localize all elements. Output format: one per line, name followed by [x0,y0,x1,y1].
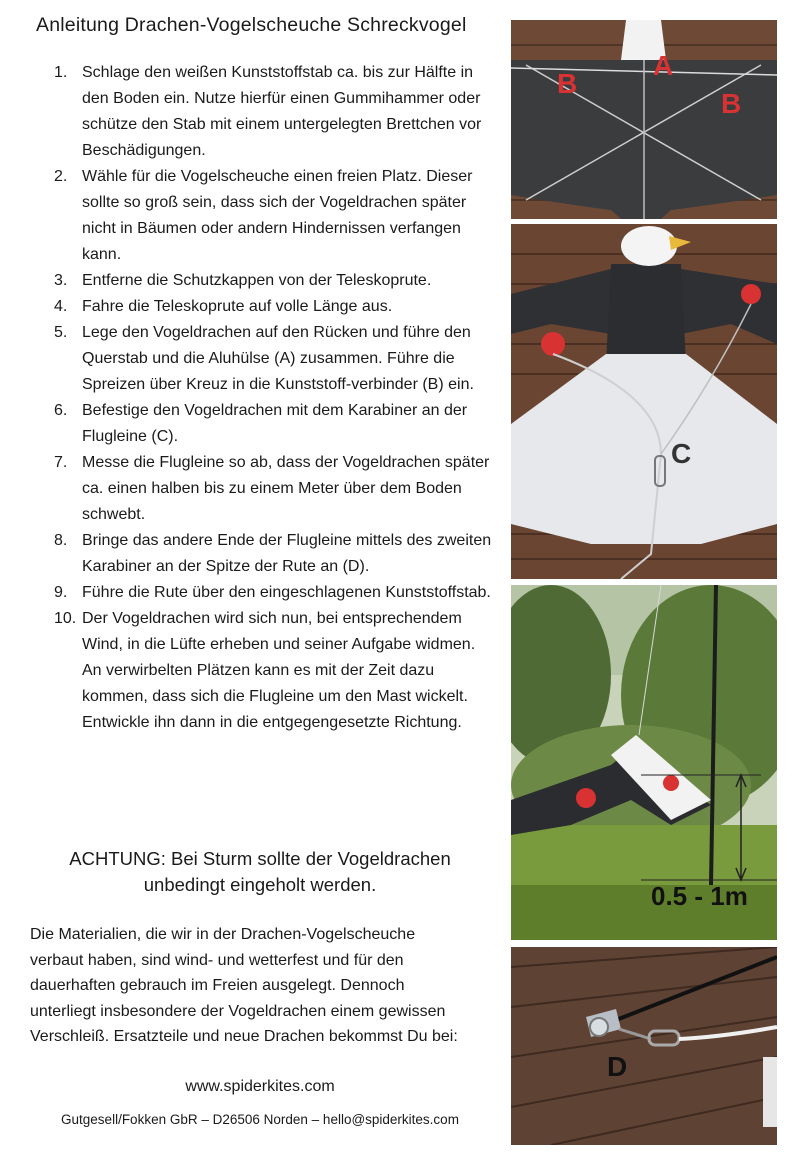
company-footer: Gutgesell/Fokken GbR – D26506 Norden – hello@spiderkites.com [61,1112,459,1127]
photo-rod-tip [511,947,777,1145]
step-text: Lege den Vogeldrachen auf den Rücken und führe den Querstab und die Aluhülse (A) zusammen. Führe die Spreizen über Kreuz in die Kunststoff-verbinder (B) ein. [82,324,474,393]
list-item [54,528,494,580]
photo-kite-frame [511,20,777,219]
step-number: 5. [54,324,68,341]
photo-kite-carabiner [511,224,777,579]
step-number: 9. [54,584,68,601]
height-measure-label: 0.5 - 1m [651,881,748,911]
step-number: 7. [54,454,68,471]
label-b-left: B [557,68,578,99]
step-text: Schlage den weißen Kunststoffstab ca. bis zur Hälfte in den Boden ein. Nutze hierfür einen Gummihammer oder schütze den Stab mit einem untergelegten Brettchen vor Beschädigungen. [82,64,482,159]
label-a: A [653,50,674,81]
step-text: Führe die Rute über den eingeschlagenen Kunststoffstab. [82,584,491,601]
list-item [54,268,494,294]
storm-warning: ACHTUNG: Bei Sturm sollte der Vogeldrachen unbedingt eingeholt werden. [69,848,451,895]
step-number: 1. [54,64,68,81]
list-item [54,450,494,528]
list-item [54,60,494,164]
step-number: 8. [54,532,68,549]
step-text: Entferne die Schutzkappen von der Teleskoprute. [82,272,432,289]
step-number: 4. [54,298,68,315]
step-text: Fahre die Teleskoprute auf volle Länge aus. [82,298,393,315]
list-item [54,580,494,606]
list-item [54,294,494,320]
label-c: C [671,438,692,469]
step-text: Wähle für die Vogelscheuche einen freien Platz. Dieser sollte so groß sein, dass sich der Vogeldrachen später nicht in Bäumen oder andern Hindernissen verfangen kann. [82,168,473,263]
step-number: 6. [54,402,68,419]
photo-kite-flying [511,585,777,940]
step-text: Messe die Flugleine so ab, dass der Vogeldrachen später ca. einen halben bis zu einem Meter über dem Boden schwebt. [82,454,490,523]
instruction-list [54,60,494,736]
step-text: Bringe das andere Ende der Flugleine mittels des zweiten Karabiner an der Spitze der Rute an (D). [82,532,492,575]
materials-paragraph: Die Materialien, die wir in der Drachen-Vogelscheuche verbaut haben, sind wind- und wetterfest und für den dauerhaften gebrauch im Freien ausgelegt. Dennoch unterliegt insbesondere der Vogeldrachen einem gewissen Verschleiß. Ersatzteile und neue Drachen bekommst Du bei: [30,926,458,1045]
label-b-right: B [721,88,742,119]
list-item [54,398,494,450]
list-item [54,320,494,398]
label-d: D [607,1051,628,1082]
step-text: Der Vogeldrachen wird sich nun, bei entsprechendem Wind, in die Lüfte erheben und seiner Aufgabe widmen. An verwirbelten Plätzen kann es mit der Zeit dazu kommen, dass sich die Flugleine um den Mast wickelt. Entwickle ihn dann in die entgegengesetzte Richtung. [82,610,476,731]
step-number: 2. [54,168,68,185]
website-link[interactable]: www.spiderkites.com [185,1078,335,1095]
step-number: 3. [54,272,68,289]
step-number: 10. [54,610,77,627]
document-title: Anleitung Drachen-Vogelscheuche Schreckvogel [36,14,467,36]
list-item [54,164,494,268]
step-text: Befestige den Vogeldrachen mit dem Karabiner an der Flugleine (C). [82,402,468,445]
list-item [54,606,494,736]
